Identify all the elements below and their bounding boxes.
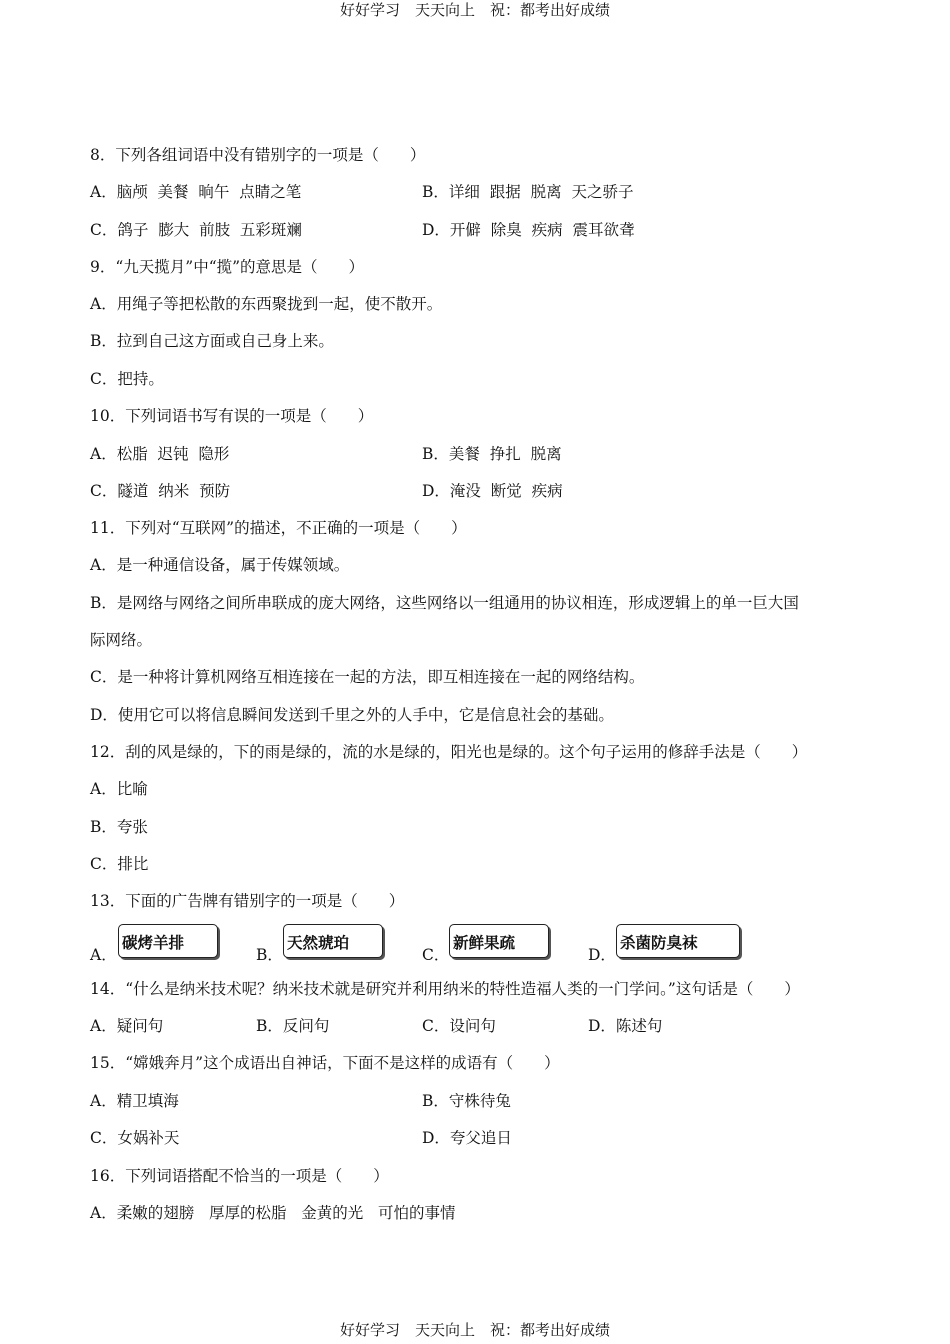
q13-option-c-letter: C． (422, 946, 450, 964)
q13-sign-c-text: 新鲜果疏 (453, 933, 516, 952)
q13-option-b-letter: B． (256, 946, 283, 964)
q8-option-c: C．鸽子 膨大 前肢 五彩斑斓 (90, 221, 302, 239)
q14-option-b: B．反问句 (256, 1017, 330, 1035)
q13-option-d-letter: D． (588, 946, 616, 964)
q11-option-b-line1: B．是网络与网络之间所串联成的庞大网络，这些网络以一组通用的协议相连，形成逻辑上的单一巨大国 (90, 594, 799, 612)
q11-option-b-line2: 际网络。 (90, 631, 153, 649)
q15-stem: 15．“嫦娥奔月”这个成语出自神话，下面不是这样的成语有（ ） (90, 1054, 560, 1072)
q14-option-c: C．设问句 (422, 1017, 496, 1035)
q10-option-a: A．松脂 迟钝 隐形 (90, 445, 230, 463)
q10-option-d: D．淹没 断觉 疾病 (422, 482, 563, 500)
q13-sign-a (118, 924, 218, 958)
q10-option-b: B．美餐 挣扎 脱离 (422, 445, 562, 463)
q15-option-b: B．守株待兔 (422, 1092, 511, 1110)
q13-sign-d-text: 杀菌防臭袜 (620, 933, 698, 952)
page-header: 好好学习 天天向上 祝：都考出好成绩 (339, 1, 610, 19)
q9-option-a: A．用绳子等把松散的东西聚拢到一起，使不散开。 (90, 295, 443, 313)
q11-option-d: D．使用它可以将信息瞬间发送到千里之外的人手中，它是信息社会的基础。 (90, 706, 614, 724)
q10-option-c: C．隧道 纳米 预防 (90, 482, 231, 500)
q15-option-a: A．精卫填海 (90, 1092, 179, 1110)
q9-option-c: C．把持。 (90, 370, 164, 388)
page-footer: 好好学习 天天向上 祝：都考出好成绩 (339, 1321, 610, 1339)
q14-option-a: A．疑问句 (90, 1017, 164, 1035)
q10-stem: 10．下列词语书写有误的一项是（ ） (90, 407, 374, 425)
q13-sign-b-text: 天然琥珀 (287, 933, 350, 952)
q8-option-b: B．详细 跟据 脱离 天之骄子 (422, 183, 634, 201)
q12-option-c: C．排比 (90, 855, 149, 873)
q9-stem: 9．“九天揽月”中“揽”的意思是（ ） (90, 258, 365, 276)
q15-option-d: D．夸父追日 (422, 1129, 512, 1147)
q14-stem: 14．“什么是纳米技术呢？纳米技术就是研究并利用纳米的特性造福人类的一门学问。”这句话是（ ） (90, 980, 800, 998)
q11-option-c: C．是一种将计算机网络互相连接在一起的方法，即互相连接在一起的网络结构。 (90, 668, 645, 686)
q12-option-a: A．比喻 (90, 780, 148, 798)
q13-sign-d (616, 924, 740, 958)
q13-sign-a-text: 碳烤羊排 (122, 933, 185, 952)
q13-option-a-letter: A． (90, 946, 117, 964)
q8-option-a: A．脑颅 美餐 晌午 点睛之笔 (90, 183, 302, 201)
q14-option-d: D．陈述句 (588, 1017, 663, 1035)
q15-option-c: C．女娲补天 (90, 1129, 180, 1147)
q13-sign-b (283, 924, 383, 958)
q16-option-a: A．柔嫩的翅膀 厚厚的松脂 金黄的光 可怕的事情 (90, 1204, 456, 1222)
q13-sign-c (449, 924, 549, 958)
q12-stem: 12．刮的风是绿的，下的雨是绿的，流的水是绿的，阳光也是绿的。这个句子运用的修辞手法是（ ） (90, 743, 808, 761)
q12-option-b: B．夸张 (90, 818, 148, 836)
q8-option-d: D．开僻 除臭 疾病 震耳欲聋 (422, 221, 635, 239)
q11-option-a: A．是一种通信设备，属于传媒领域。 (90, 556, 350, 574)
q16-stem: 16．下列词语搭配不恰当的一项是（ ） (90, 1167, 389, 1185)
q11-stem: 11．下列对“互联网”的描述，不正确的一项是（ ） (90, 519, 467, 537)
q9-option-b: B．拉到自己这方面或自己身上来。 (90, 332, 334, 350)
q8-stem: 8．下列各组词语中没有错别字的一项是（ ） (90, 146, 426, 164)
q13-stem: 13．下面的广告牌有错别字的一项是（ ） (90, 892, 405, 910)
